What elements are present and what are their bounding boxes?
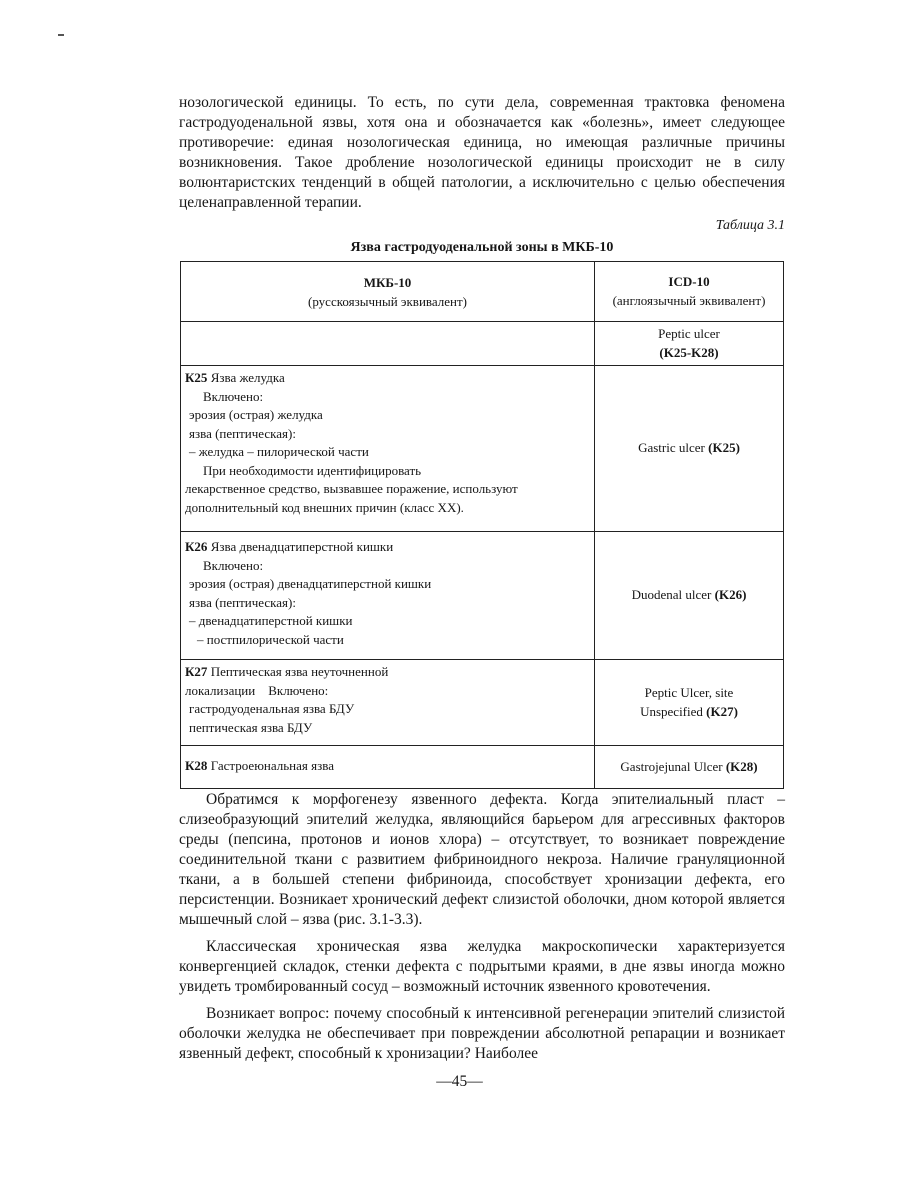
row-k27-ru-cell bbox=[181, 660, 595, 746]
table-row bbox=[181, 366, 784, 532]
row-k28-title: Гастроеюнальная язва bbox=[207, 758, 334, 774]
row-k25-title: Язва желудка bbox=[207, 370, 285, 385]
row-k25-line: эрозия (острая) желудка bbox=[189, 407, 323, 422]
row-k26-line: – постпилорической части bbox=[197, 631, 344, 647]
scan-artifact-mark bbox=[58, 34, 64, 36]
row-k26-line: Включено: bbox=[203, 557, 264, 573]
body-paragraph: Классическая хроническая язва желудка макроскопически характеризуется конвергенцией складок, стенки дефекта с подрытыми краями, в дне язвы иногда можно увидеть тромбированный сосуд – возможный источник язвенного кровотечения. bbox=[179, 938, 785, 995]
row-k25-line: При необходимости идентифицировать bbox=[203, 462, 422, 478]
row-k25-line: Включено: bbox=[203, 388, 264, 404]
header-en-cell bbox=[595, 262, 784, 322]
row-k25-ru-cell bbox=[181, 366, 595, 532]
row-k28-ru-cell bbox=[181, 746, 595, 789]
header-en-subtitle: (англоязычный эквивалент) bbox=[612, 292, 766, 308]
icd-table bbox=[180, 261, 784, 789]
table-number: Таблица 3.1 bbox=[715, 218, 785, 233]
row0-en-code: (K25-K28) bbox=[659, 344, 719, 360]
row-k28-en-cell bbox=[595, 746, 784, 789]
row-k28-en-code: (K28) bbox=[725, 758, 758, 774]
row-k25-line: язва (пептическая): bbox=[189, 425, 296, 441]
row-k26-en-label: Duodenal ulcer bbox=[631, 587, 715, 603]
page-number: —45— bbox=[436, 1073, 483, 1090]
table-row bbox=[181, 322, 784, 366]
intro-paragraph: нозологической единицы. То есть, по сути дела, современная трактовка феномена гастродуоденальной язвы, хотя она и обозначается как «болезнь», имеет следующее противоречие: единая нозологическая единица, но имеющая различные причины возникновения. Такое дробление нозологической единицы происходит не в силу волюнтаристских тенденций в общей патологии, а исключительно с целью обеспечения целенаправленной терапии. bbox=[179, 94, 785, 211]
header-ru-title: МКБ-10 bbox=[363, 275, 412, 290]
row-k27-en-label-2: Unspecified bbox=[640, 703, 707, 719]
row-k27-line: пептическая язва БДУ bbox=[189, 719, 313, 735]
row-k25-en-label: Gastric ulcer bbox=[638, 440, 709, 456]
header-ru-cell bbox=[181, 262, 595, 322]
row-k26-en-cell bbox=[595, 532, 784, 660]
row0-en-cell bbox=[595, 322, 784, 366]
row-k26-line: язва (пептическая): bbox=[189, 594, 296, 610]
page-content bbox=[179, 93, 785, 1064]
table-row bbox=[181, 660, 784, 746]
row-k27-en-label-1: Peptic Ulcer, site bbox=[644, 685, 734, 700]
row-k28-code: К28 bbox=[185, 758, 208, 774]
table-row bbox=[181, 746, 784, 789]
body-paragraph: Обратимся к морфогенезу язвенного дефекта. Когда эпителиальный пласт – слизеобразующий эпителий желудка, являющийся барьером для агрессивных факторов среды (пепсина, протонов и ионов хлора) – отсутствует, то возникает повреждение соединительной ткани с развитием фибриноидного некроза. Наличие грануляционной ткани, а в большей степени фибриноида, способствует хронизации дефекта, его персистенции. Возникает хронический дефект слизистой оболочки, дном которой является мышечный слой – язва (рис. 3.1-3.3). bbox=[179, 791, 785, 928]
row-k27-line: локализации Включено: bbox=[185, 682, 329, 698]
row-k26-line: – двенадцатиперстной кишки bbox=[189, 613, 353, 628]
row-k27-en-cell bbox=[595, 660, 784, 746]
row-k26-ru-cell bbox=[181, 532, 595, 660]
header-en-title: ICD-10 bbox=[668, 274, 710, 289]
table-row bbox=[181, 532, 784, 660]
row-k27-line: гастродуоденальная язва БДУ bbox=[189, 701, 355, 716]
row-k25-en-cell bbox=[595, 366, 784, 532]
row-k25-line: дополнительный код внешних причин (класс XX). bbox=[185, 499, 464, 515]
row-k27-code: К27 bbox=[185, 664, 208, 679]
row-k26-en-code: (K26) bbox=[714, 587, 747, 603]
row0-en-label: Peptic ulcer bbox=[658, 326, 720, 341]
row-k25-code: К25 bbox=[185, 370, 208, 385]
header-ru-subtitle: (русскоязычный эквивалент) bbox=[308, 293, 467, 309]
table-header-row bbox=[181, 262, 784, 322]
table-title: Язва гастродуоденальной зоны в МКБ-10 bbox=[350, 240, 614, 255]
row-k25-line: лекарственное средство, вызвавшее поражение, используют bbox=[185, 481, 518, 496]
row0-ru-cell bbox=[181, 322, 595, 366]
row-k26-code: К26 bbox=[185, 539, 208, 554]
row-k25-line: – желудка – пилорической части bbox=[189, 444, 369, 459]
row-k27-title: Пептическая язва неуточненной bbox=[207, 664, 389, 679]
row-k26-line: эрозия (острая) двенадцатиперстной кишки bbox=[189, 576, 432, 591]
row-k25-en-code: (K25) bbox=[708, 440, 740, 456]
row-k26-title: Язва двенадцатиперстной кишки bbox=[207, 539, 394, 554]
body-paragraph: Возникает вопрос: почему способный к интенсивной регенерации эпителий слизистой оболочки желудка не обеспечивает при повреждении абсолютной репарации и возникает язвенный дефект, способный к хронизации? Наиболее bbox=[179, 1005, 785, 1062]
row-k27-en-code: (K27) bbox=[706, 703, 738, 719]
row-k28-en-label: Gastrojejunal Ulcer bbox=[620, 758, 726, 774]
